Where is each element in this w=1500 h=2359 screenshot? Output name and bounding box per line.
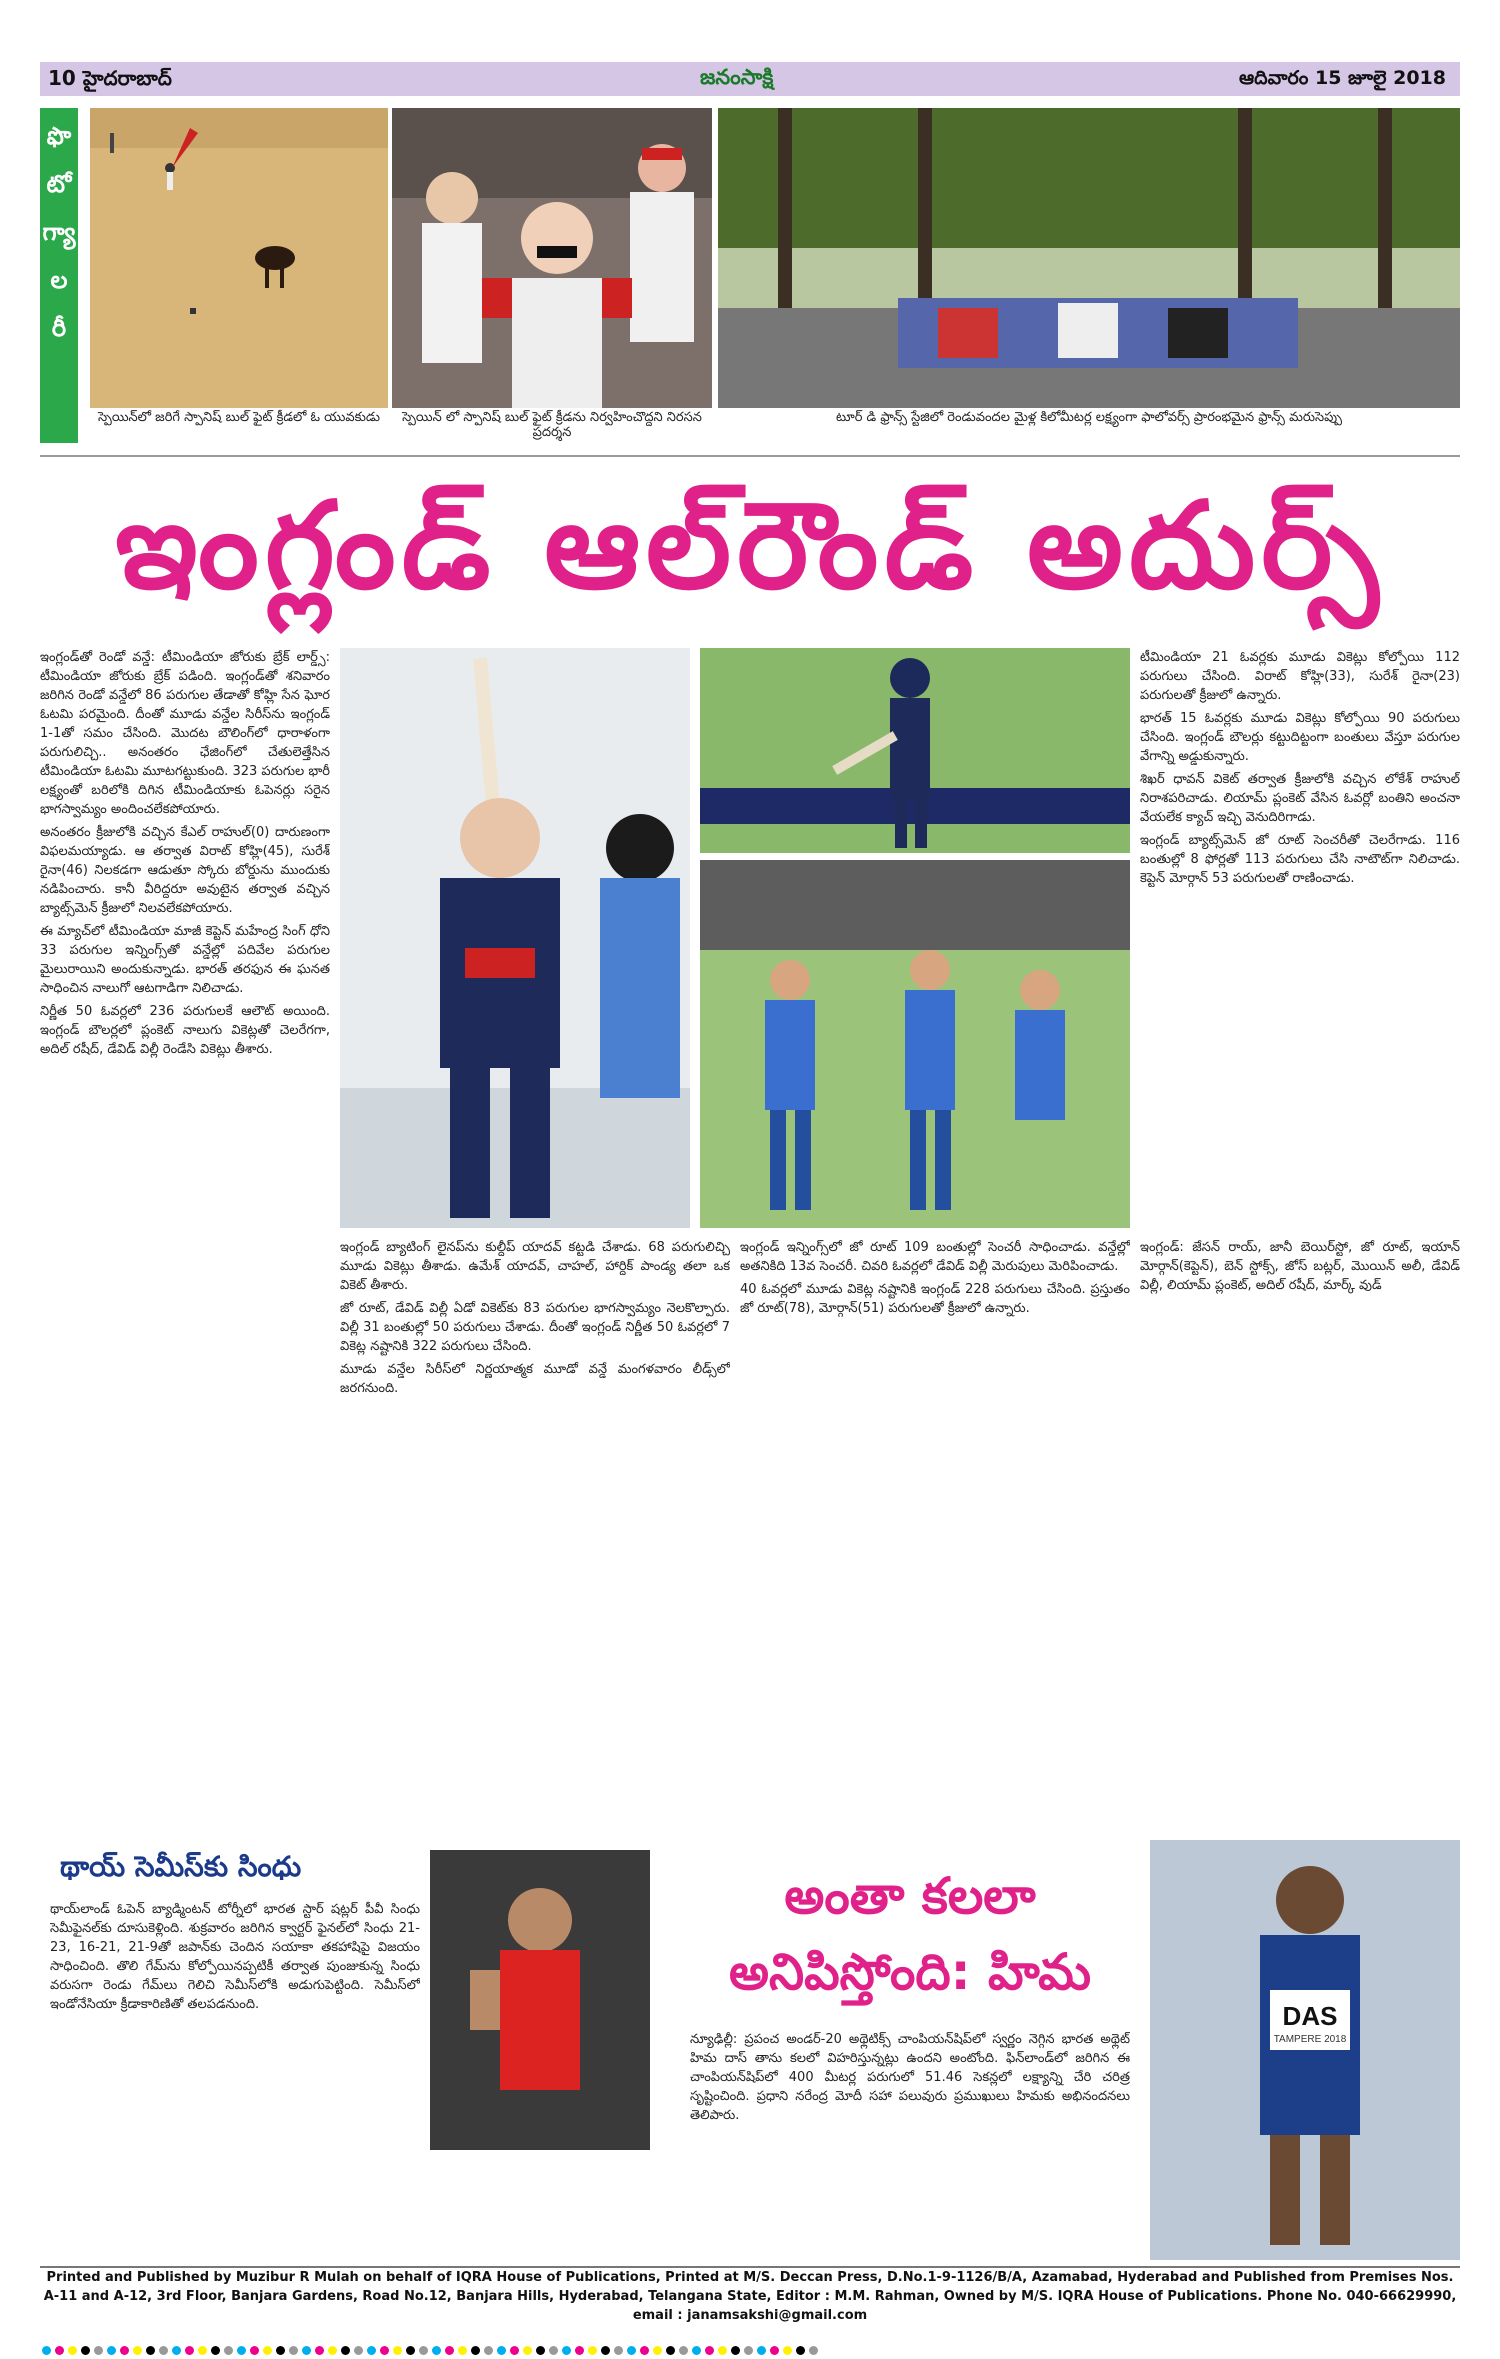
registration-dot — [783, 2346, 792, 2355]
hima-headline: అంతా కలలా అనిపిస్తోంది: హిమ — [728, 1867, 1092, 2001]
registration-dot — [289, 2346, 298, 2355]
registration-dot — [68, 2346, 77, 2355]
bib-event: TAMPERE 2018 — [1273, 2034, 1347, 2045]
bullfight-photo — [90, 108, 388, 408]
registration-dot — [536, 2346, 545, 2355]
registration-dot — [471, 2346, 480, 2355]
registration-dot — [653, 2346, 662, 2355]
registration-dot — [146, 2346, 155, 2355]
registration-dot — [510, 2346, 519, 2355]
registration-dot — [549, 2346, 558, 2355]
imprint-footer: Printed and Published by Muzibur R Mulah on behalf of IQRA House of Publications, Printed at M/S. Deccan Press, D.No.1-9-1126/B/A, Azamabad, Hyderabad and Published from Premises Nos. A-11 and A-12, 3rd Floor, Banjara Gardens, Road No.12, Banjara Hills, Hyderabad, Telangana State, Editor : M.M. Rahman, Owned by M/S. IQRA House of Publications. Phone No. 040-66629990, email : janamsakshi@gmail.com — [40, 2266, 1460, 2338]
article-paragraph: మూడు వన్డేల సిరీస్‌లో నిర్ణయాత్మక మూడో వన్డే మంగళవారం లీడ్స్‌లో జరగనుంది. — [340, 1362, 730, 1396]
registration-dot — [562, 2346, 571, 2355]
registration-dot — [185, 2346, 194, 2355]
registration-dot — [354, 2346, 363, 2355]
registration-marks — [40, 2340, 1460, 2352]
registration-dot — [770, 2346, 779, 2355]
registration-dot — [497, 2346, 506, 2355]
team-list: ఇంగ్లండ్: జేసన్ రాయ్, జానీ బెయిర్‌స్టో, జో రూట్, ఇయాన్ మోర్గాన్(కెప్టెన్), బెన్ స్టోక్స్, జోస్ బట్లర్, మొయిన్ అలీ, డేవిడ్ విల్లీ, లియామ్ ప్లంకెట్, అదిల్ రషీద్, మార్క్ వుడ్ — [1140, 1240, 1460, 1293]
registration-dot — [107, 2346, 116, 2355]
registration-dot — [393, 2346, 402, 2355]
registration-dot — [250, 2346, 259, 2355]
sindhu-headline: థాయ్ సెమీస్‌కు సింధు — [60, 1850, 302, 1883]
page-header — [40, 62, 1460, 96]
article-column-5 — [1140, 1238, 1460, 1828]
registration-dot — [172, 2346, 181, 2355]
main-headline: ఇంగ్లండ్ ఆల్‌రౌండ్ అదుర్స్ — [115, 477, 1385, 616]
registration-dot — [367, 2346, 376, 2355]
hima-story — [670, 1840, 1460, 2260]
registration-dot — [315, 2346, 324, 2355]
article-paragraph: 40 ఓవర్లలో మూడు వికెట్ల నష్టానికి ఇంగ్లండ్ 228 పరుగులు చేసింది. ప్రస్తుతం జో రూట్(78), మోర్గాన్(51) పరుగులతో క్రీజులో ఉన్నారు. — [740, 1282, 1130, 1316]
registration-dot — [731, 2346, 740, 2355]
main-headline-box — [40, 455, 1460, 632]
registration-dot — [744, 2346, 753, 2355]
registration-dot — [614, 2346, 623, 2355]
registration-dot — [94, 2346, 103, 2355]
registration-dot — [341, 2346, 350, 2355]
registration-dot — [55, 2346, 64, 2355]
registration-dot — [588, 2346, 597, 2355]
registration-dot — [432, 2346, 441, 2355]
registration-dot — [705, 2346, 714, 2355]
registration-dot — [198, 2346, 207, 2355]
gallery-side-label: ఫొ టో గ్యా ల రీ — [40, 108, 78, 443]
article-paragraph: శిఖర్ ధావన్ వికెట్ తర్వాత క్రీజులోకి వచ్చిన లోకేశ్ రాహుల్ నిరాశపరిచాడు. లియామ్ ప్లంకెట్ వేసిన ఓవర్లో బంతిని అంచనా వేయలేక క్యాచ్ ఇచ్చి వెనుదిరిగాడు. — [1140, 772, 1460, 825]
registration-dot — [302, 2346, 311, 2355]
registration-dot — [380, 2346, 389, 2355]
registration-dot — [159, 2346, 168, 2355]
registration-dot — [133, 2346, 142, 2355]
registration-dot — [458, 2346, 467, 2355]
registration-dot — [484, 2346, 493, 2355]
article-paragraph: నిర్ణీత 50 ఓవర్లలో 236 పరుగులకే ఆలౌట్ అయింది. ఇంగ్లండ్ బౌలర్లలో ప్లంకెట్ నాలుగు వికెట్లతో చెలరేగగా, అదిల్ రషీద్, డేవిడ్ విల్లీ రెండేసి వికెట్లు తీశారు. — [40, 1004, 330, 1057]
photo-caption-3: టూర్ డి ఫ్రాన్స్ స్టేజిలో రెండువందల మైళ్ల కిలోమీటర్ల లక్ష్యంగా ఫాలోవర్స్ ప్రారంభమైన ఫ్రాన్స్ మరుసెప్పు — [836, 410, 1342, 425]
registration-dot — [575, 2346, 584, 2355]
article-paragraph: ఇంగ్లండ్ బ్యాట్స్‌మెన్ జో రూట్ సెంచరీతో చెలరేగాడు. 116 బంతుల్లో 8 ఫోర్లతో 113 పరుగులు చేసి నాటౌట్‌గా నిలిచాడు. కెప్టెన్ మోర్గాన్ 53 పరుగులతో రాణించాడు. — [1140, 833, 1460, 886]
sindhu-body: థాయ్‌లాండ్ ఓపెన్ బ్యాడ్మింటన్ టోర్నీలో భారత స్టార్ షట్లర్ పీవీ సింధు సెమీఫైనల్‌కు దూసుకెళ్లింది. శుక్రవారం జరిగిన క్వార్టర్ ఫైనల్‌లో సింధు 21-23, 16-21, 21-9తో జపాన్‌కు చెందిన సయాకా తకహాషిపై విజయం సాధించింది. తొలి గేమ్‌ను కోల్పోయినప్పటికీ తర్వాత పుంజుకున్న సింధు వరుసగా రెండు గేమ్‌లు గెలిచి సెమీస్‌లోకి అడుగుపెట్టింది. సెమీస్‌లో ఇండోనేసియా క్రీడాకారిణితో తలపడనుంది. — [50, 1902, 420, 2012]
batsman-photo — [700, 648, 1130, 853]
photo-caption-1: స్పెయిన్‌లో జరిగే స్పానిష్ బుల్ ఫైట్ క్రీడలో ఓ యువకుడు — [98, 410, 380, 425]
article-column-4 — [740, 1238, 1130, 1828]
registration-dot — [809, 2346, 818, 2355]
registration-dot — [523, 2346, 532, 2355]
article-column-3 — [340, 1238, 730, 1828]
sindhu-photo — [430, 1850, 650, 2150]
article-paragraph: ఇంగ్లండ్‌తో రెండో వన్డే: టీమిండియా జోరుకు బ్రేక్ లార్డ్స్: టీమిండియా జోరుకు బ్రేక్ పడింది. ఇంగ్లండ్‌తో శనివారం జరిగిన రెండో వన్డేలో 86 పరుగుల తేడాతో కోహ్లి సేన ఘోర ఓటమి పరమైంది. దీంతో మూడు వన్డేల సిరీస్‌ను ఇంగ్లండ్ 1-1తో సమం చేసింది. మొదట బౌలింగ్‌లో ధారాళంగా పరుగులిచ్చి.. అనంతరం ఛేజింగ్‌లో చేతులెత్తేసిన టీమిండియా ఓటమి మూటగట్టుకుంది. 323 పరుగుల భారీ లక్ష్యంతో బరిలోకి దిగిన టీమిండియాకు ఓపెనర్లు సరైన భాగస్వామ్యం అందించలేకపోయారు. — [40, 650, 330, 817]
hima-body: న్యూఢిల్లీ: ప్రపంచ అండర్-20 అథ్లెటిక్స్ చాంపియన్‌షిప్‌లో స్వర్ణం నెగ్గిన భారత అథ్లెట్ హిమ దాస్ తాను కలలో విహరిస్తున్నట్లు ఉందని అంటోంది. ఫిన్‌లాండ్‌లో జరిగిన ఈ చాంపియన్‌షిప్‌లో 400 మీటర్ల పరుగులో 51.46 సెకన్లలో లక్ష్యాన్ని చేరి చరిత్ర సృష్టించింది. ప్రధాని నరేంద్ర మోదీ సహా పలువురు ప్రముఖులు హిమకు అభినందనలు తెలిపారు. — [690, 2032, 1130, 2123]
page-number: 10 హైదరాబాద్ — [48, 66, 172, 90]
registration-dot — [81, 2346, 90, 2355]
photo-caption-2: స్పెయిన్ లో స్పానిష్ బుల్ ఫైట్ క్రీడను నిర్వహించొద్దని నిరసన ప్రదర్శన — [402, 410, 702, 440]
article-paragraph: ఇంగ్లండ్ బ్యాటింగ్ లైనప్‌ను కుల్దీప్ యాదవ్ కట్టడి చేశాడు. 68 పరుగులిచ్చి మూడు వికెట్లు తీశాడు. ఉమేశ్ యాదవ్, చాహల్, హార్దిక్ పాండ్య తలా ఒక వికెట్ తీశారు. — [340, 1240, 730, 1293]
article-paragraph: ఇంగ్లండ్ ఇన్నింగ్స్‌లో జో రూట్ 109 బంతుల్లో సెంచరీ సాధించాడు. వన్డేల్లో అతనికిది 13వ సెంచరీ. చివరి ఓవర్లలో డేవిడ్ విల్లీ మెరుపులు మెరిపించాడు. — [740, 1240, 1130, 1274]
registration-dot — [42, 2346, 51, 2355]
registration-dot — [419, 2346, 428, 2355]
registration-dot — [718, 2346, 727, 2355]
registration-dot — [237, 2346, 246, 2355]
article-column-1 — [40, 648, 330, 1368]
registration-dot — [224, 2346, 233, 2355]
registration-dot — [445, 2346, 454, 2355]
article-paragraph: భారత్ 15 ఓవర్లకు మూడు వికెట్లు కోల్పోయి 90 పరుగులు చేసింది. ఇంగ్లండ్ బౌలర్లు కట్టుదిట్టంగా బంతులు వేస్తూ పరుగుల వేగాన్ని అడ్డుకున్నారు. — [1140, 711, 1460, 764]
registration-dot — [679, 2346, 688, 2355]
registration-dot — [263, 2346, 272, 2355]
photo-gallery — [40, 108, 1460, 443]
joe-root-photo — [340, 648, 690, 1228]
registration-dot — [757, 2346, 766, 2355]
article-paragraph: టీమిండియా 21 ఓవర్లకు మూడు వికెట్లు కోల్పోయి 112 పరుగులు చేసింది. విరాట్ కోహ్లి(33), సురేశ్ రైనా(23) పరుగులతో క్రీజులో ఉన్నారు. — [1140, 650, 1460, 703]
registration-dot — [796, 2346, 805, 2355]
registration-dot — [406, 2346, 415, 2355]
registration-dot — [328, 2346, 337, 2355]
article-paragraph: ఈ మ్యాచ్‌లో టీమిండియా మాజీ కెప్టెన్ మహేంద్ర సింగ్ ధోని 33 పరుగుల ఇన్నింగ్స్‌తో వన్డేల్లో పదివేల పరుగుల మైలురాయిని అందుకున్నాడు. భారత్ తరఫున ఈ ఘనత సాధించిన నాలుగో ఆటగాడిగా నిలిచాడు. — [40, 924, 330, 996]
registration-dot — [601, 2346, 610, 2355]
article-paragraph: జో రూట్, డేవిడ్ విల్లీ ఏడో వికెట్‌కు 83 పరుగుల భాగస్వామ్యం నెలకొల్పారు. విల్లీ 31 బంతుల్లో 50 పరుగులు చేశాడు. దీంతో ఇంగ్లండ్ నిర్ణీత 50 ఓవర్లలో 7 వికెట్ల నష్టానికి 322 పరుగులు చేసింది. — [340, 1301, 730, 1354]
registration-dot — [692, 2346, 701, 2355]
newspaper-logo: జనంసాక్షి — [700, 65, 774, 89]
sindhu-story — [40, 1840, 660, 2260]
bib-name: DAS — [1282, 2001, 1338, 2031]
india-team-photo — [700, 860, 1130, 1228]
hima-photo — [1150, 1840, 1460, 2260]
registration-dot — [666, 2346, 675, 2355]
registration-dot — [211, 2346, 220, 2355]
article-column-2 — [1140, 648, 1460, 1228]
registration-dot — [627, 2346, 636, 2355]
registration-dot — [640, 2346, 649, 2355]
registration-dot — [276, 2346, 285, 2355]
protest-photo — [392, 108, 712, 408]
registration-dot — [120, 2346, 129, 2355]
article-paragraph: అనంతరం క్రీజులోకి వచ్చిన కేఎల్ రాహుల్(0) దారుణంగా విఫలమయ్యాడు. ఆ తర్వాత విరాట్ కోహ్లి(45), సురేశ్ రైనా(46) నిలకడగా ఆడుతూ స్కోరు బోర్డును ముందుకు నడిపించారు. కానీ వీరిద్దరూ అవుటైన తర్వాత వచ్చిన బ్యాట్స్‌మెన్ క్రీజులో నిలవలేకపోయారు. — [40, 825, 330, 916]
issue-date: ఆదివారం 15 జూలై 2018 — [1239, 67, 1446, 89]
cycling-photo — [718, 108, 1460, 408]
